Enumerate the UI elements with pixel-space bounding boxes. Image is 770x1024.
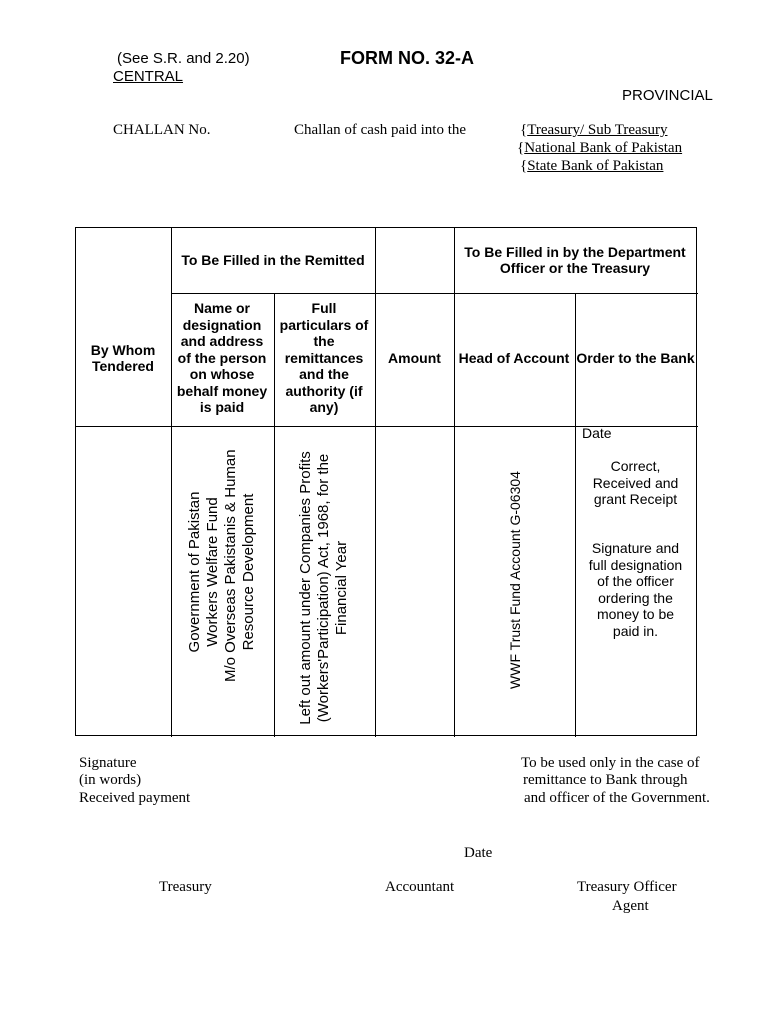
central-label: CENTRAL	[113, 68, 184, 85]
column-header-name: Name or designation and address of the person on whose behalf money is paid	[176, 300, 268, 416]
particulars-line: Left out amount under Companies Profits	[297, 451, 314, 725]
order-received-text: Correct, Received and grant Receipt	[592, 458, 679, 507]
col-divider	[274, 293, 275, 737]
column-header-amount: Amount	[388, 349, 441, 366]
column-header-head-of-account: Head of Account	[458, 349, 570, 366]
column-header-by-whom: By Whom Tendered	[90, 341, 156, 374]
challan-description: Challan of cash paid into the	[294, 122, 467, 138]
form-reference: (See S.R. and 2.20)	[117, 50, 250, 67]
destination-nbp: {National Bank of Pakistan	[517, 140, 683, 156]
order-signature-text: Signature and full designation of the officer ordering the money to be paid in.	[588, 540, 683, 639]
destination-treasury-text: Treasury/ Sub Treasury	[527, 122, 668, 138]
particulars-line: Financial Year	[333, 540, 350, 636]
in-words-label: (in words)	[79, 772, 142, 788]
remitter-name-line: Resource Development	[240, 493, 257, 651]
note-line: and officer of the Government.	[524, 790, 710, 806]
remitter-name-line: Government of Pakistan	[186, 491, 203, 653]
remittance-particulars	[297, 448, 351, 728]
particulars-line: (Workers'Participation) Act, 1968, for the	[315, 453, 332, 723]
destination-sbp-text: State Bank of Pakistan	[527, 158, 664, 174]
treasury-officer-signatory: Treasury Officer	[577, 879, 677, 895]
footer-date-label: Date	[464, 845, 493, 861]
destination-sbp: {State Bank of Pakistan	[520, 158, 664, 174]
provincial-label: PROVINCIAL	[622, 87, 713, 104]
note-line: remittance to Bank through	[523, 772, 688, 788]
signature-label: Signature	[79, 755, 137, 771]
note-line: To be used only in the case of	[521, 755, 700, 771]
challan-no-label: CHALLAN No.	[113, 122, 211, 138]
remitter-name-line: M/o Overseas Pakistanis & Human	[222, 449, 239, 682]
col-divider	[171, 228, 172, 737]
remitter-name	[186, 449, 258, 682]
form-title: FORM NO. 32-A	[340, 48, 475, 68]
group-header-remitted: To Be Filled in the Remitted	[181, 251, 365, 268]
accountant-signatory: Accountant	[385, 879, 455, 895]
column-header-particulars: Full particulars of the remittances and the authority (if any)	[279, 300, 369, 416]
order-date-label: Date	[582, 425, 612, 441]
destination-nbp-text: National Bank of Pakistan	[524, 140, 683, 156]
received-payment-label: Received payment	[79, 790, 191, 806]
remitter-name-line: Workers Welfare Fund	[204, 497, 221, 647]
destination-treasury: {Treasury/ Sub Treasury	[520, 122, 668, 138]
treasury-signatory: Treasury	[159, 879, 212, 895]
head-of-account-value: WWF Trust Fund Account G-06304	[507, 471, 523, 689]
agent-signatory: Agent	[612, 898, 649, 914]
column-header-order: Order to the Bank	[576, 349, 695, 366]
group-header-department: To Be Filled in by the Department Officer or the Treasury	[464, 243, 686, 276]
